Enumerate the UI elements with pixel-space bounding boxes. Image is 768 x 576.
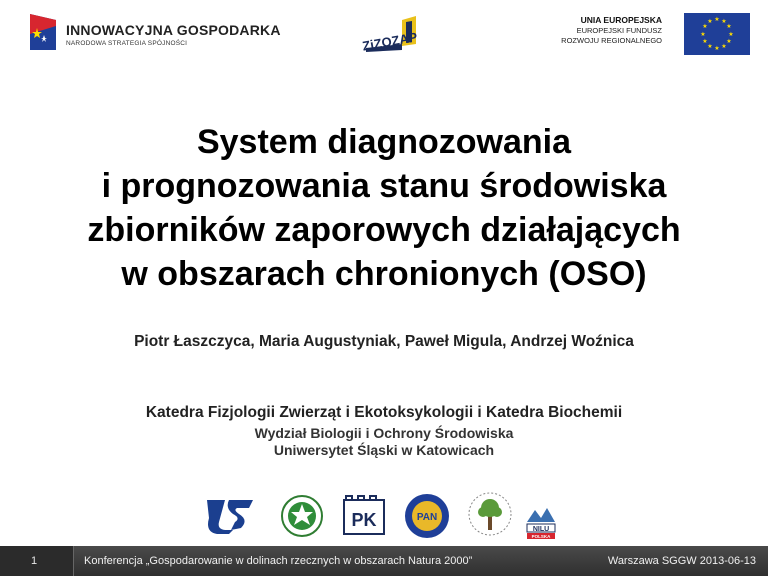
nilu-text: NILU: [532, 526, 550, 533]
pan-text: PAN: [416, 512, 438, 523]
innowacyjna-flag-icon: [28, 12, 58, 52]
nilu-country-text: POLSKA: [531, 534, 551, 539]
university-seal-logo-icon: [277, 494, 327, 538]
svg-text:★: ★: [714, 16, 720, 23]
innowacyjna-subtitle: NARODOWA STRATEGIA SPÓJNOŚCI: [66, 40, 188, 47]
eu-logo: [560, 12, 750, 54]
svg-text:★: ★: [700, 31, 706, 38]
svg-text:★: ★: [714, 45, 720, 52]
title-line-2: i prognozowania stanu środowiska: [101, 167, 667, 205]
innowacyjna-gospodarka-logo: [28, 10, 281, 54]
pk-logo-icon: [342, 494, 386, 538]
eu-line1: UNIA EUROPEJSKA: [580, 15, 662, 25]
title-line-1: System diagnozowania: [196, 123, 572, 161]
conference-name: Konferencja „Gospodarowanie w dolinach rzecznych w obszarach Natura 2000”: [84, 555, 473, 567]
eu-line3: ROZWOJU REGIONALNEGO: [561, 36, 662, 45]
svg-text:★: ★: [726, 23, 732, 30]
zizozap-text: ZiZOZAP: [361, 29, 419, 54]
footer-bar: [0, 546, 768, 576]
svg-text:★: ★: [702, 23, 708, 30]
nilu-logo-icon: [525, 496, 557, 540]
university-silesia-logo-icon: [203, 496, 257, 536]
zizozap-logo: [362, 14, 420, 54]
pk-text: PK: [351, 510, 377, 530]
svg-text:★: ★: [707, 18, 713, 25]
page-number: 1: [31, 555, 38, 567]
pan-logo-icon: [402, 492, 452, 540]
place-date: Warszawa SGGW 2013-06-13: [607, 555, 756, 567]
svg-text:★: ★: [721, 18, 727, 25]
department: Katedra Fizjologii Zwierząt i Ekotoksykologii i Katedra Biochemii: [145, 404, 623, 421]
title-line-4: w obszarach chronionych (OSO): [121, 255, 647, 293]
presentation-title: [0, 120, 768, 296]
eu-flag-icon: [684, 13, 750, 55]
innowacyjna-title: INNOWACYJNA GOSPODARKA: [66, 22, 281, 38]
eu-line2: EUROPEJSKI FUNDUSZ: [576, 26, 662, 35]
faculty: Wydział Biologii i Ochrony Środowiska: [254, 425, 514, 441]
page-number-box: [0, 546, 74, 576]
authors: Piotr Łaszczyca, Maria Augustyniak, Paweł Migula, Andrzej Woźnica: [134, 333, 634, 350]
svg-text:★: ★: [702, 38, 708, 45]
ochrony-przyrody-logo-icon: [466, 490, 514, 542]
university: Uniwersytet Śląski w Katowicach: [273, 442, 495, 458]
svg-text:★: ★: [728, 31, 734, 38]
svg-text:★: ★: [721, 43, 727, 50]
title-line-3: zbiorników zaporowych działających: [87, 211, 681, 249]
svg-text:★: ★: [707, 43, 713, 50]
svg-text:★: ★: [726, 38, 732, 45]
